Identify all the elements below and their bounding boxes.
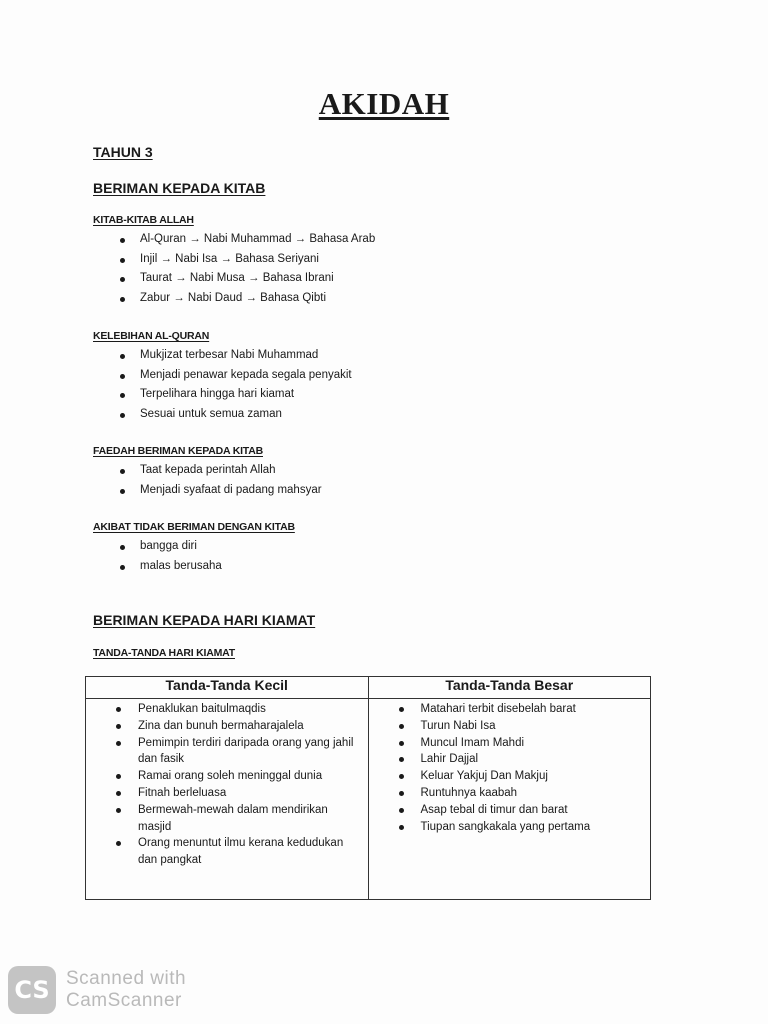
subheading-akibat: AKIBAT TIDAK BERIMAN DENGAN KITAB — [93, 521, 295, 533]
list-item: Orang menuntut ilmu kerana kedudukan dan pangkat — [116, 835, 360, 869]
list-item: Muncul Imam Mahdi — [399, 735, 643, 752]
kecil-list — [116, 701, 360, 869]
subheading-faedah: FAEDAH BERIMAN KEPADA KITAB — [93, 445, 263, 457]
table-header-row — [86, 677, 651, 699]
list-item: Bermewah-mewah dalam mendirikan masjid — [116, 802, 360, 836]
list-item: Asap tebal di timur dan barat — [399, 802, 643, 819]
list-item: Matahari terbit disebelah barat — [399, 701, 643, 718]
camscanner-logo-icon: CS — [8, 966, 56, 1014]
list-item: Zina dan bunuh bermaharajalela — [116, 718, 360, 735]
list-item: Lahir Dajjal — [399, 751, 643, 768]
list-item: Taat kepada perintah Allah — [120, 461, 322, 481]
list-item: Terpelihara hingga hari kiamat — [120, 385, 352, 405]
list-item: Penaklukan baitulmaqdis — [116, 701, 360, 718]
list-item: Tiupan sangkakala yang pertama — [399, 819, 643, 836]
page-title: AKIDAH — [318, 86, 450, 121]
signs-table — [85, 676, 651, 900]
list-item: Ramai orang soleh meninggal dunia — [116, 768, 360, 785]
cell-kecil — [86, 699, 369, 900]
column-header-besar: Tanda-Tanda Besar — [368, 677, 651, 699]
kitab-allah-list — [120, 230, 375, 308]
faedah-list — [120, 461, 322, 500]
list-item: Menjadi penawar kepada segala penyakit — [120, 366, 352, 386]
list-item: Mukjizat terbesar Nabi Muhammad — [120, 346, 352, 366]
watermark-text — [66, 968, 186, 1012]
besar-list — [399, 701, 643, 835]
section-heading-kitab: BERIMAN KEPADA KITAB — [93, 180, 266, 196]
cell-besar — [368, 699, 651, 900]
watermark-line-2: CamScanner — [66, 990, 182, 1011]
list-item: Zabur → Nabi Daud → Bahasa Qibti — [120, 289, 375, 309]
year-heading: TAHUN 3 — [93, 144, 153, 160]
list-item: Menjadi syafaat di padang mahsyar — [120, 481, 322, 501]
list-item: Sesuai untuk semua zaman — [120, 405, 352, 425]
table-row — [86, 699, 651, 900]
list-item: bangga diri — [120, 537, 222, 557]
list-item: Injil → Nabi Isa → Bahasa Seriyani — [120, 250, 375, 270]
akibat-list — [120, 537, 222, 576]
watermark-line-1: Scanned with — [66, 968, 187, 989]
section-heading-kiamat: BERIMAN KEPADA HARI KIAMAT — [93, 612, 316, 628]
subheading-kelebihan: KELEBIHAN AL-QURAN — [93, 330, 210, 342]
column-header-kecil: Tanda-Tanda Kecil — [86, 677, 369, 699]
list-item: Runtuhnya kaabah — [399, 785, 643, 802]
camscanner-watermark — [8, 966, 186, 1014]
subheading-kitab-allah: KITAB-KITAB ALLAH — [93, 214, 194, 226]
list-item: Pemimpin terdiri daripada orang yang jahil dan fasik — [116, 735, 360, 769]
subheading-tanda: TANDA-TANDA HARI KIAMAT — [93, 647, 235, 659]
list-item: Taurat → Nabi Musa → Bahasa Ibrani — [120, 269, 375, 289]
list-item: Al-Quran → Nabi Muhammad → Bahasa Arab — [120, 230, 375, 250]
kelebihan-list — [120, 346, 352, 424]
list-item: Fitnah berleluasa — [116, 785, 360, 802]
list-item: Turun Nabi Isa — [399, 718, 643, 735]
list-item: malas berusaha — [120, 557, 222, 577]
list-item: Keluar Yakjuj Dan Makjuj — [399, 768, 643, 785]
